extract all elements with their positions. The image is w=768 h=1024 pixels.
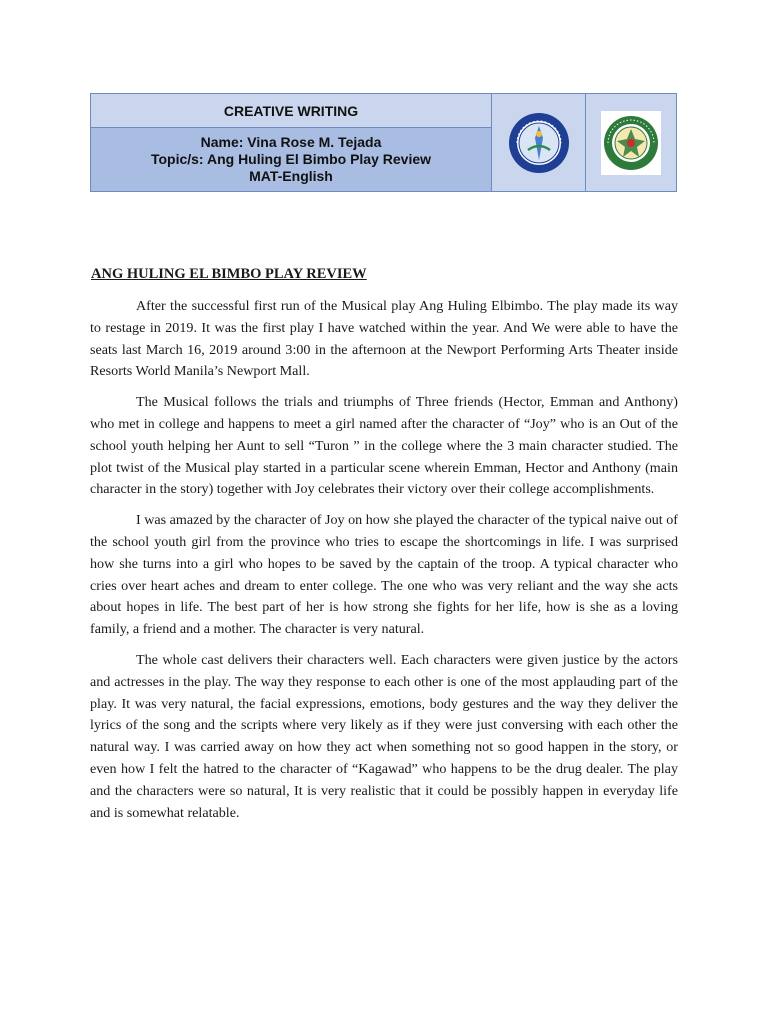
program-line: MAT-English [249,168,333,184]
paragraph: The Musical follows the trials and triumphs of Three friends (Hector, Emman and Anthony) who met in college and happens to meet a girl named after the character of “Joy” who is an Out of the school youth helping her Aunt to sell “Turon ” in the college where the 3 main character studied. The plot twist of the Musical play started in a particular scene wherein Emman, Hector and Anthony (main character in the story) together with Joy celebrates their victory over their college accomplishments. [90,394,678,498]
student-info [91,128,491,191]
paragraph: I was amazed by the character of Joy on how she played the character of the typical naive out of the school youth girl from the province who tries to escape the shortcomings in life. I was surprised how she turns into a girl who hopes to be saved by the captain of the troop. A typical character who cries over heart aches and dream to enter college. The one who was very reliant and the way she acts about hopes in life. The best part of her is how strong she fights for her life, how is she as a loving family, a friend and a mother. The character is very natural. [90,512,678,638]
logo-cell-graduate-school [586,94,676,191]
paragraph: After the successful first run of the Musical play Ang Huling Elbimbo. The play made its way to restage in 2019. It was the first play I have watched within the year. And We were able to have the seats last March 16, 2019 around 3:00 in the afternoon at the Newport Performing Arts Theater inside Resorts World Manila’s Newport Mall. [90,298,678,380]
topic-line: Topic/s: Ang Huling El Bimbo Play Review [150,151,432,167]
logo-cell-university [492,94,586,191]
header-table [90,93,677,192]
graduate-school-seal-icon [601,111,661,175]
header-text-column [91,94,492,191]
document-title: ANG HULING EL BIMBO PLAY REVIEW [91,266,367,282]
university-seal-icon [508,112,570,174]
document-body [90,296,678,833]
student-name: Name: Vina Rose M. Tejada [200,134,382,150]
paragraph: The whole cast delivers their characters well. Each characters were given justice by the actors and actresses in the play. The way they response to each other is one of the most applauding part of the play. It was very natural, the facial expressions, emotions, body gestures and the way they deliver the lyrics of the song and the scripts where very likely as if they were just conversing with each other the natural way. I was carried away on how they act when something not so good happen in the story, or even how I felt the hatred to the character of “Kagawad” who happens to be the drug dealer. The play and the characters were so natural, It is very realistic that it could be possibly happen in everyday life and is somewhat relatable. [90,651,678,821]
course-title: CREATIVE WRITING [91,94,491,128]
